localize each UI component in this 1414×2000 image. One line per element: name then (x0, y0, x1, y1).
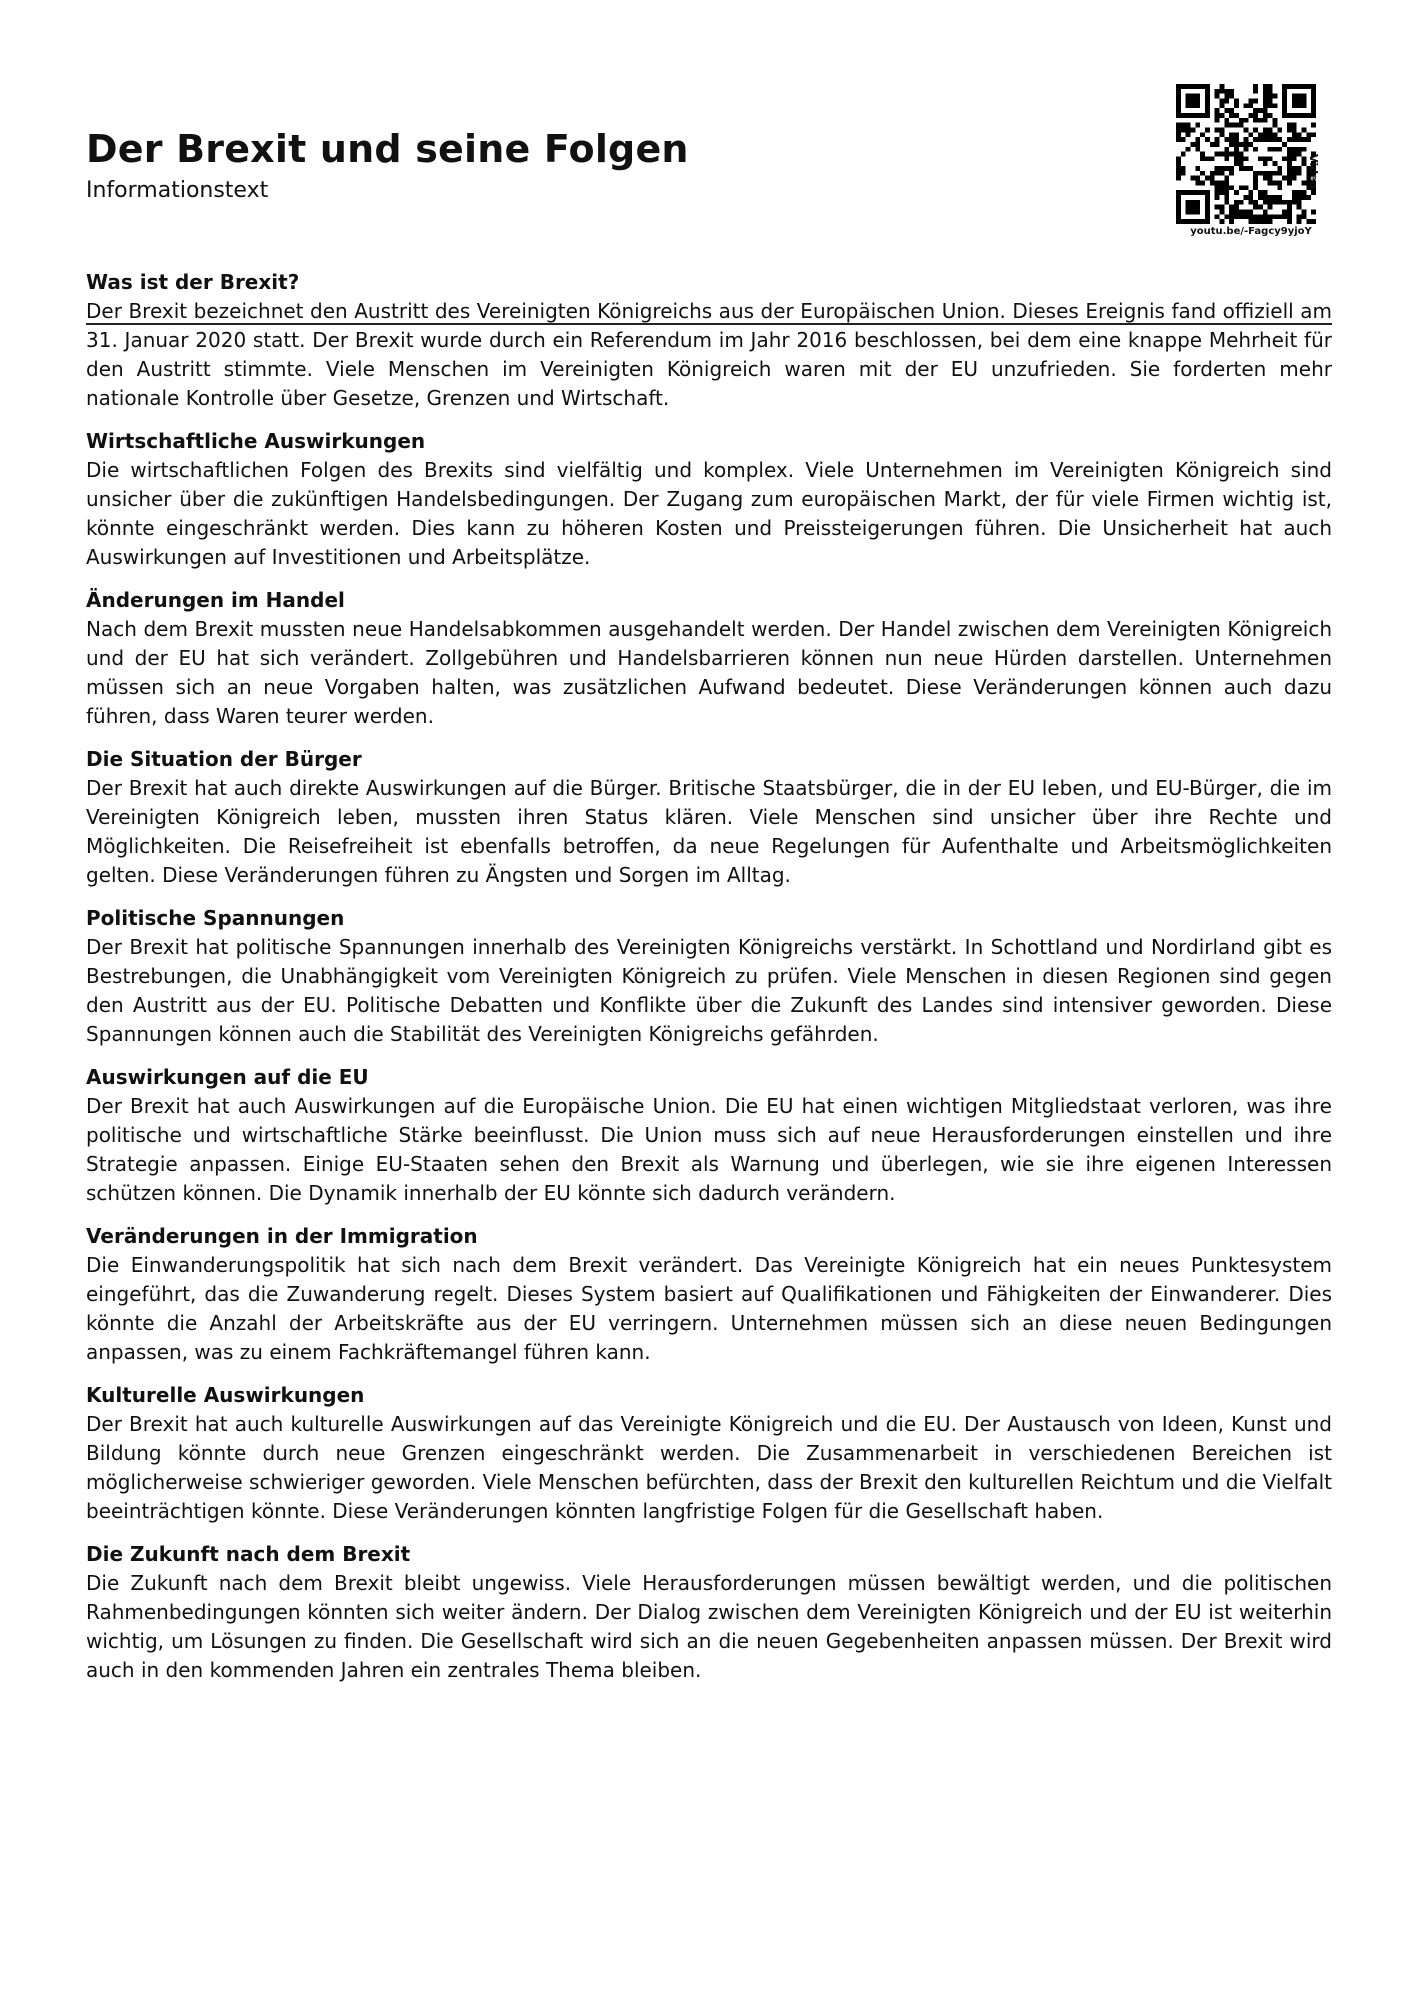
section-immigration (86, 1222, 1332, 1367)
section-heading: Politische Spannungen (86, 906, 345, 930)
section-was-ist-der-brexit (86, 268, 1332, 413)
section-heading: Die Situation der Bürger (86, 747, 362, 771)
section-text: Der Brexit bezeichnet den Austritt des Vereinigten Königreichs aus der Europäischen Union. Dieses Ereignis fand offiziell am 31. Januar 2020 statt. Der Brexit wurde durch ein Referendum im Jahr 2016 beschlossen, bei dem eine knappe Mehrheit für den Austritt stimmte. Viele Menschen im Vereinigten Königreich waren mit der EU unzufrieden. Sie forderten mehr nationale Kontrolle über Gesetze, Grenzen und Wirtschaft. (86, 299, 1332, 410)
section-situation-der-buerger (86, 745, 1332, 890)
document-header (86, 80, 1332, 244)
section-text: Der Brexit hat politische Spannungen innerhalb des Vereinigten Königreichs verstärkt. In Schottland und Nordirland gibt es Bestrebungen, die Unabhängigkeit vom Vereinigten Königreich zu prüfen. Viele Menschen in diesen Regionen sind gegen den Austritt aus der EU. Politische Debatten und Konflikte über die Zukunft des Landes sind intensiver geworden. Diese Spannungen können auch die Stabilität des Vereinigten Königreichs gefährden. (86, 935, 1332, 1046)
section-text: Nach dem Brexit mussten neue Handelsabkommen ausgehandelt werden. Der Handel zwischen dem Vereinigten Königreich und der EU hat sich verändert. Zollgebühren und Handelsbarrieren können nun neue Hürden darstellen. Unternehmen müssen sich an neue Vorgaben halten, was zusätzlichen Aufwand bedeutet. Diese Veränderungen können auch dazu führen, dass Waren teurer werden. (86, 617, 1332, 728)
section-text: Die wirtschaftlichen Folgen des Brexits sind vielfältig und komplex. Viele Unternehmen im Vereinigten Königreich sind unsicher über die zukünftigen Handelsbedingungen. Der Zugang zum europäischen Markt, der für viele Firmen wichtig ist, könnte eingeschränkt werden. Dies kann zu höheren Kosten und Preissteigerungen führen. Die Unsicherheit hat auch Auswirkungen auf Investitionen und Arbeitsplätze. (86, 458, 1332, 569)
section-heading: Kulturelle Auswirkungen (86, 1383, 365, 1407)
section-aenderungen-im-handel (86, 586, 1332, 731)
document-page (86, 0, 1332, 2000)
video-qr-block[interactable] (1176, 84, 1326, 242)
page-subtitle: Informationstext (86, 178, 269, 203)
section-text: Die Zukunft nach dem Brexit bleibt ungewiss. Viele Herausforderungen müssen bewältigt werden, und die politischen Rahmenbedingungen könnten sich weiter ändern. Der Dialog zwischen dem Vereinigten Königreich und der EU ist weiterhin wichtig, um Lösungen zu finden. Die Gesellschaft wird sich an die neuen Gegebenheiten anpassen müssen. Der Brexit wird auch in den kommenden Jahren ein zentrales Thema bleiben. (86, 1571, 1332, 1682)
section-text: Die Einwanderungspolitik hat sich nach dem Brexit verändert. Das Vereinigte Königreich hat ein neues Punktesystem eingeführt, das die Zuwanderung regelt. Dieses System basiert auf Qualifikationen und Fähigkeiten der Einwanderer. Dies könnte die Anzahl der Arbeitskräfte aus der EU verringern. Unternehmen müssen sich an diese neuen Bedingungen anpassen, was zu einem Fachkräftemangel führen kann. (86, 1253, 1332, 1364)
section-text: Der Brexit hat auch kulturelle Auswirkungen auf das Vereinigte Königreich und die EU. Der Austausch von Ideen, Kunst und Bildung könnte durch neue Grenzen eingeschränkt werden. Die Zusammenarbeit in verschiedenen Bereichen ist möglicherweise schwieriger geworden. Viele Menschen befürchten, dass der Brexit den kulturellen Reichtum und die Vielfalt beeinträchtigen könnte. Diese Veränderungen könnten langfristige Folgen für die Gesellschaft haben. (86, 1412, 1332, 1523)
section-heading: Veränderungen in der Immigration (86, 1224, 478, 1248)
section-text: Der Brexit hat auch Auswirkungen auf die Europäische Union. Die EU hat einen wichtigen Mitgliedstaat verloren, was ihre politische und wirtschaftliche Stärke beeinflusst. Die Union muss sich auf neue Herausforderungen einstellen und ihre Strategie anpassen. Einige EU-Staaten sehen den Brexit als Warnung und überlegen, wie sie ihre eigenen Interessen schützen können. Die Dynamik innerhalb der EU könnte sich dadurch verändern. (86, 1094, 1332, 1205)
section-kulturelle-auswirkungen (86, 1381, 1332, 1526)
qr-video-url[interactable]: youtu.be/-Fagcy9yjoY (1190, 226, 1312, 237)
section-politische-spannungen (86, 904, 1332, 1049)
qr-code-icon[interactable] (1176, 84, 1316, 224)
section-auswirkungen-auf-die-eu (86, 1063, 1332, 1208)
section-text: Der Brexit hat auch direkte Auswirkungen auf die Bürger. Britische Staatsbürger, die in der EU leben, und EU-Bürger, die im Vereinigten Königreich leben, mussten ihren Status klären. Viele Menschen sind unsicher über ihre Rechte und Möglichkeiten. Die Reisefreiheit ist ebenfalls betroffen, da neue Regelungen für Aufenthalte und Arbeitsmöglichkeiten gelten. Diese Veränderungen führen zu Ängsten und Sorgen im Alltag. (86, 776, 1332, 887)
qr-video-label: Video (1307, 154, 1320, 189)
page-title: Der Brexit und seine Folgen (86, 127, 689, 171)
section-heading: Änderungen im Handel (86, 588, 345, 612)
section-zukunft-nach-dem-brexit (86, 1540, 1332, 1685)
section-heading: Auswirkungen auf die EU (86, 1065, 369, 1089)
section-wirtschaftliche-auswirkungen (86, 427, 1332, 572)
section-heading: Was ist der Brexit? (86, 270, 300, 294)
document-body (86, 268, 1332, 1699)
section-heading: Wirtschaftliche Auswirkungen (86, 429, 426, 453)
section-heading: Die Zukunft nach dem Brexit (86, 1542, 411, 1566)
